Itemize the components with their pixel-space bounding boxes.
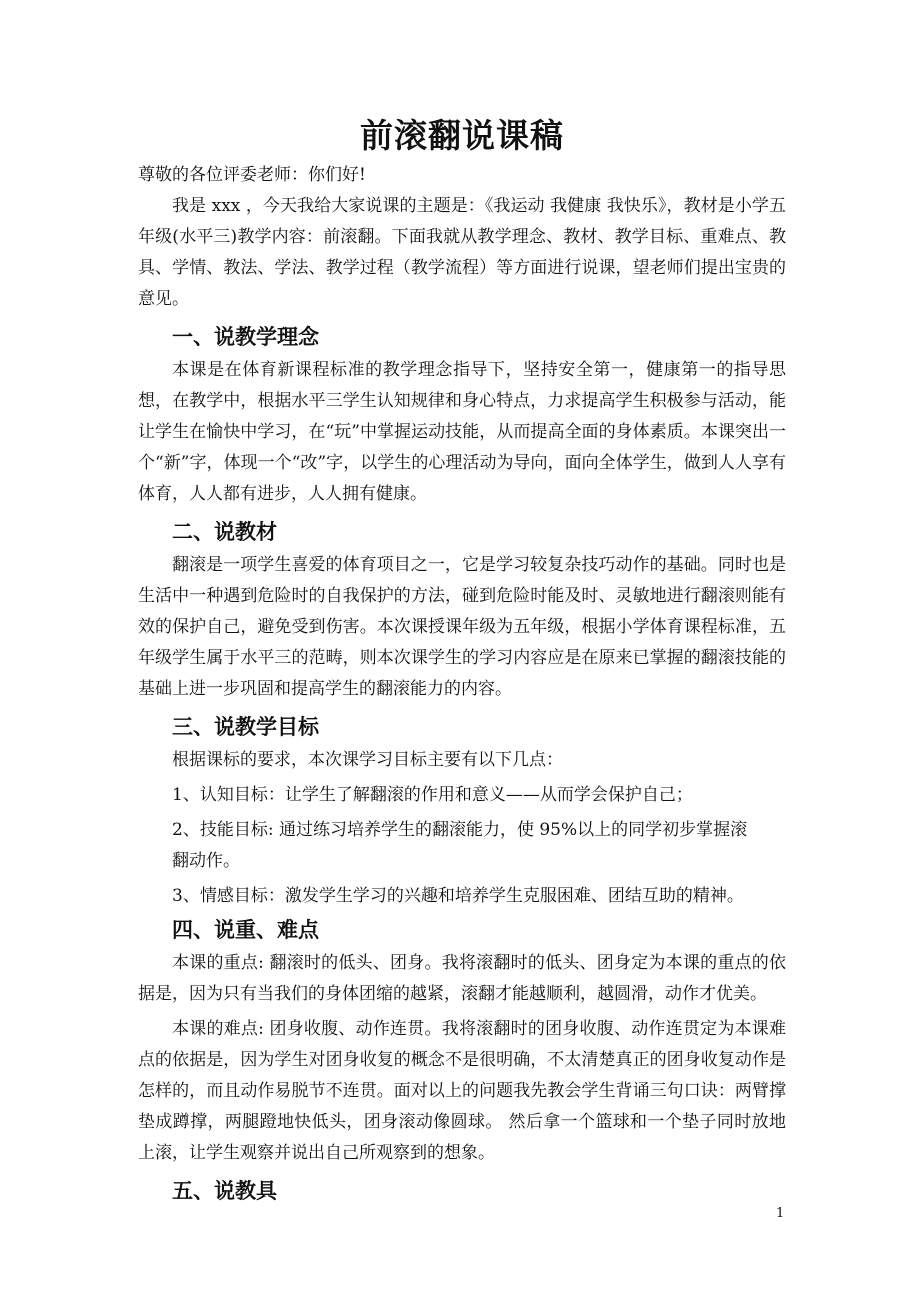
document-title: 前滚翻说课稿 xyxy=(360,116,564,155)
objective-cognitive: 1、认知目标：让学生了解翻滚的作用和意义——从而学会保护自己； xyxy=(172,785,693,805)
section-heading-textbook: 二、说教材 xyxy=(172,519,277,544)
objective-skill-continued: 翻动作。 xyxy=(172,851,240,871)
document-page xyxy=(138,112,786,1209)
intro-paragraph: 我是 xxx ，今天我给大家说课的主题是：《我运动 我健康 我快乐》，教材是小学五年级(水平三)教学内容：前滚翻。下面我就从教学理念、教材、教学目标、重难点、教具、学情、教法、学法、教学过程（教学流程）等方面进行说课，望老师们提出宝贵的意见。 xyxy=(138,196,786,309)
difficulty-paragraph: 本课的难点: 团身收腹、动作连贯。我将滚翻时的团身收腹、动作连贯定为本课难点的依据是，因为学生对团身收复的概念不是很明确，不太清楚真正的团身收复动作是怎样的，而且动作易脱节不连贯。面对以上的问题我先教会学生背诵三句口诀：两臂撑垫成蹲撑，两腿蹬地快低头，团身滚动像圆球。 然后拿一个篮球和一个垫子同时放地上滚，让学生观察并说出自己所观察到的想象。 xyxy=(138,1019,786,1163)
textbook-paragraph: 翻滚是一项学生喜爱的体育项目之一，它是学习较复杂技巧动作的基础。同时也是生活中一种遇到危险时的自我保护的方法，碰到危险时能及时、灵敏地进行翻滚则能有效的保护自己，避免受到伤害。本次课授课年级为五年级，根据小学体育课程标准，五年级学生属于水平三的范畴，则本次课学生的学习内容应是在原来已掌握的翻滚技能的基础上进一步巩固和提高学生的翻滚能力的内容。 xyxy=(138,555,786,699)
page-number: 1 xyxy=(776,1206,785,1221)
philosophy-paragraph: 本课是在体育新课程标准的教学理念指导下，坚持安全第一，健康第一的指导思想，在教学中，根据水平三学生认知规律和身心特点，力求提高学生积极参与活动，能让学生在愉快中学习，在“玩”中掌握运动技能，从而提高全面的身体素质。本课突出一个“新”字，体现一个“改”字，以学生的心理活动为导向，面向全体学生，做到人人享有体育，人人都有进步，人人拥有健康。 xyxy=(138,360,786,504)
section-heading-philosophy: 一、说教学理念 xyxy=(172,324,319,349)
objective-emotional: 3、情感目标：激发学生学习的兴趣和培养学生克服困难、团结互助的精神。 xyxy=(172,886,744,906)
section-heading-teaching-aids: 五、说教具 xyxy=(172,1178,277,1203)
section-heading-objectives: 三、说教学目标 xyxy=(172,714,319,739)
section-heading-key-points: 四、说重、难点 xyxy=(172,917,319,942)
greeting: 尊敬的各位评委老师：你们好! xyxy=(138,165,366,185)
key-point-paragraph: 本课的重点: 翻滚时的低头、团身。我将滚翻时的低头、团身定为本课的重点的依据是，因为只有当我们的身体团缩的越紧，滚翻才能越顺利，越圆滑，动作才优美。 xyxy=(138,953,786,1004)
objectives-lead: 根据课标的要求，本次课学习目标主要有以下几点： xyxy=(172,750,563,770)
objective-skill: 2、技能目标: 通过练习培养学生的翻滚能力，使 95%以上的同学初步掌握滚 xyxy=(172,820,748,840)
